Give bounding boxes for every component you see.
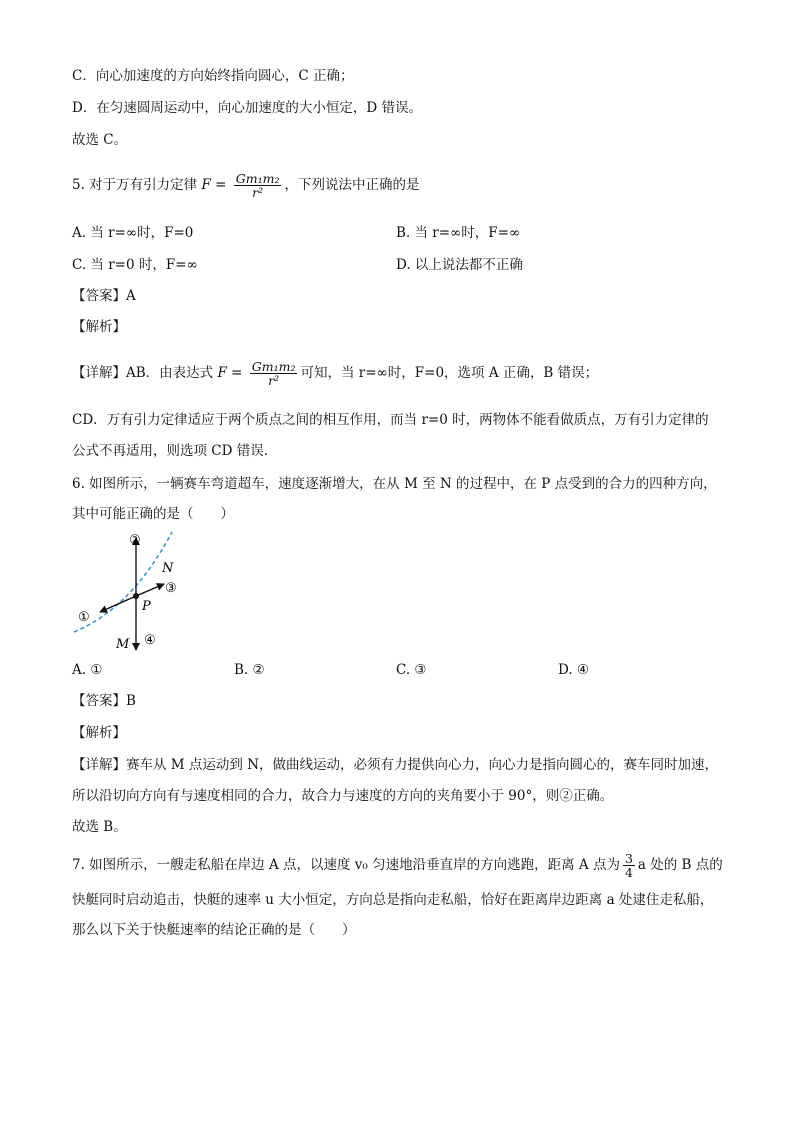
q5-formula-fraction <box>234 172 282 199</box>
label-3: ③ <box>165 581 177 596</box>
point-p <box>133 593 139 599</box>
q6-option-c: C. ③ <box>396 662 427 678</box>
label-m: M <box>116 637 130 652</box>
q5-stem-post: ，下列说法中正确的是 <box>284 177 420 193</box>
prev-option-d-explanation: D．在匀速圆周运动中，向心加速度的大小恒定，D 错误。 <box>72 100 422 116</box>
force-arrow-3 <box>136 584 164 596</box>
q7-stem-line2: 快艇同时启动追击，快艇的速率 u 大小恒定，方向总是指向走私船，恰好在距离岸边距离 a 处逮住走私船， <box>72 892 714 908</box>
prev-option-c-explanation: C．向心加速度的方向始终指向圆心，C 正确； <box>72 68 354 84</box>
q6-stem-line1: 6. 如图所示，一辆赛车弯道超车，速度逐渐增大，在从 M 至 N 的过程中，在 P 点受到的合力的四种方向， <box>72 476 717 492</box>
q7-stem-pre: 7. 如图所示，一艘走私船在岸边 A 点，以速度 v₀ 匀速地沿垂直岸的方向逃跑，距离 A 点为 <box>72 857 620 873</box>
q7-stem-post: a 处的 B 点的 <box>637 857 723 873</box>
q5-detail-eq: = <box>226 365 247 381</box>
q5-formula-eq: = <box>210 177 231 193</box>
q5-cd-explanation-line2: 公式不再适用，则选项 CD 错误. <box>72 443 269 459</box>
q7-frac-numerator: 3 <box>624 851 633 866</box>
label-1: ① <box>78 610 90 625</box>
q6-force-diagram <box>72 528 202 656</box>
q5-option-a: A. 当 r=∞时，F=0 <box>72 225 194 241</box>
q5-analysis-label: 【解析】 <box>72 319 126 335</box>
q5-detail <box>72 360 598 387</box>
q6-detail-line2: 所以沿切向方向有与速度相同的合力，故合力与速度的方向的夹角要小于 90°，则②正确。 <box>72 788 614 804</box>
label-2: ② <box>129 533 141 548</box>
q5-formula-lhs: F <box>201 177 211 193</box>
q6-conclusion: 故选 B。 <box>72 819 127 835</box>
q5-option-c: C. 当 r=0 时，F=∞ <box>72 257 198 273</box>
q7-stem-line1 <box>72 852 723 879</box>
q5-cd-explanation-line1: CD．万有引力定律适应于两个质点之间的相互作用，而当 r=0 时，两物体不能看做质点，万有引力定律的 <box>72 412 709 428</box>
q5-detail-lhs: F <box>217 365 227 381</box>
q5-frac-numerator: Gm₁m₂ <box>235 171 280 186</box>
label-4: ④ <box>144 633 156 648</box>
label-n: N <box>162 561 174 576</box>
q5-detail-denominator: r² <box>268 373 280 388</box>
q5-frac-denominator: r² <box>252 185 264 200</box>
prev-conclusion: 故选 C。 <box>72 132 128 148</box>
q5-detail-fraction <box>250 360 298 387</box>
q6-option-a: A. ① <box>72 662 103 678</box>
q5-detail-post: 可知，当 r=∞时，F=0，选项 A 正确，B 错误； <box>300 365 599 381</box>
q5-detail-pre: 【详解】AB．由表达式 <box>72 365 218 381</box>
q5-stem-pre: 5. 对于万有引力定律 <box>72 177 202 193</box>
q6-option-d: D. ④ <box>558 662 590 678</box>
q7-frac-denominator: 4 <box>624 865 633 880</box>
q5-option-b: B. 当 r=∞时，F=∞ <box>396 225 521 241</box>
q5-stem <box>72 172 419 199</box>
q7-stem-line3: 那么以下关于快艇速率的结论正确的是（ ） <box>72 922 356 938</box>
force-arrow-1 <box>100 596 136 612</box>
q6-stem-line2: 其中可能正确的是（ ） <box>72 506 234 522</box>
q5-answer: 【答案】A <box>72 288 136 304</box>
q5-detail-numerator: Gm₁m₂ <box>251 359 296 374</box>
q5-option-d: D. 以上说法都不正确 <box>396 257 523 273</box>
q6-answer: 【答案】B <box>72 693 136 709</box>
q6-detail-line1: 【详解】赛车从 M 点运动到 N，做曲线运动，必须有力提供向心力，向心力是指向圆心的，赛车同时加速， <box>72 757 719 773</box>
q6-analysis-label: 【解析】 <box>72 725 126 741</box>
q6-option-b: B. ② <box>234 662 265 678</box>
q7-fraction <box>623 852 635 879</box>
label-p: P <box>142 599 151 614</box>
